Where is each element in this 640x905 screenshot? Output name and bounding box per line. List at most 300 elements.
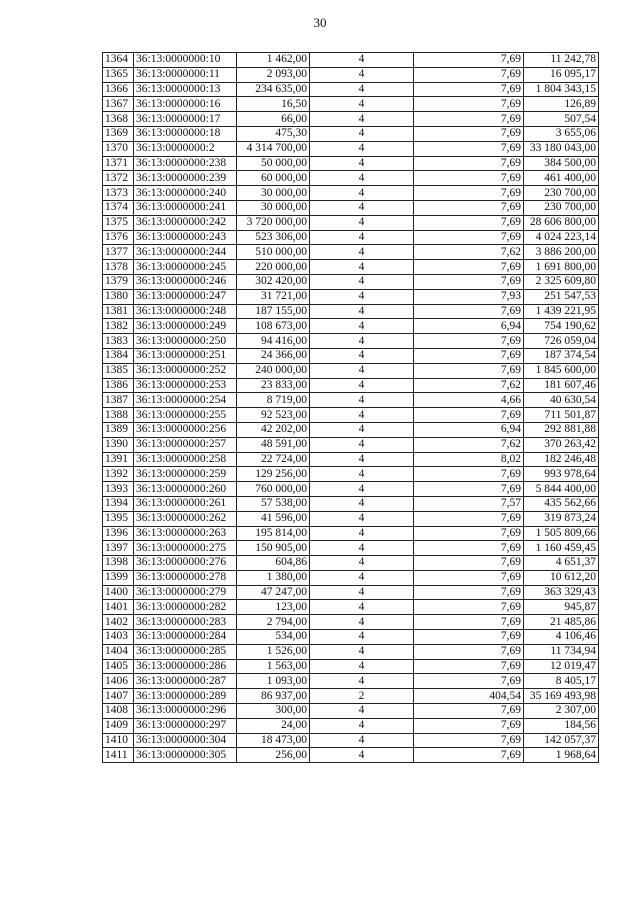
table-row <box>103 363 599 378</box>
area-value-cell: 16,50 <box>237 97 310 112</box>
rate-value-cell: 7,69 <box>414 585 524 600</box>
cadastral-number-cell: 36:13:0000000:257 <box>134 437 237 452</box>
table-row <box>103 171 599 186</box>
category-code-cell: 4 <box>310 718 414 733</box>
category-code-cell: 4 <box>310 437 414 452</box>
rate-value-cell: 7,69 <box>414 82 524 97</box>
table-row <box>103 482 599 497</box>
row-number-cell: 1384 <box>103 348 134 363</box>
cadastral-number-cell: 36:13:0000000:246 <box>134 274 237 289</box>
area-value-cell: 22 724,00 <box>237 452 310 467</box>
cadastral-number-cell: 36:13:0000000:249 <box>134 319 237 334</box>
cadastral-number-cell: 36:13:0000000:17 <box>134 112 237 127</box>
cadastral-value-cell: 187 374,54 <box>524 348 599 363</box>
rate-value-cell: 7,69 <box>414 408 524 423</box>
table-row <box>103 733 599 748</box>
rate-value-cell: 6,94 <box>414 422 524 437</box>
table-row <box>103 674 599 689</box>
area-value-cell: 1 380,00 <box>237 570 310 585</box>
table-row <box>103 408 599 423</box>
cadastral-number-cell: 36:13:0000000:278 <box>134 570 237 585</box>
table-row <box>103 585 599 600</box>
area-value-cell: 24,00 <box>237 718 310 733</box>
rate-value-cell: 4,66 <box>414 393 524 408</box>
category-code-cell: 4 <box>310 304 414 319</box>
table-row <box>103 245 599 260</box>
row-number-cell: 1406 <box>103 674 134 689</box>
area-value-cell: 48 591,00 <box>237 437 310 452</box>
table-row <box>103 156 599 171</box>
table-body <box>103 53 599 763</box>
cadastral-number-cell: 36:13:0000000:245 <box>134 260 237 275</box>
cadastral-value-cell: 292 881,88 <box>524 422 599 437</box>
rate-value-cell: 7,69 <box>414 215 524 230</box>
table-row <box>103 600 599 615</box>
rate-value-cell: 7,69 <box>414 156 524 171</box>
rate-value-cell: 8,02 <box>414 452 524 467</box>
rate-value-cell: 6,94 <box>414 319 524 334</box>
row-number-cell: 1408 <box>103 704 134 719</box>
cadastral-number-cell: 36:13:0000000:305 <box>134 748 237 763</box>
area-value-cell: 108 673,00 <box>237 319 310 334</box>
cadastral-number-cell: 36:13:0000000:16 <box>134 97 237 112</box>
area-value-cell: 129 256,00 <box>237 467 310 482</box>
cadastral-number-cell: 36:13:0000000:250 <box>134 334 237 349</box>
cadastral-value-cell: 184,56 <box>524 718 599 733</box>
cadastral-value-cell: 126,89 <box>524 97 599 112</box>
area-value-cell: 234 635,00 <box>237 82 310 97</box>
cadastral-value-cell: 1 160 459,45 <box>524 541 599 556</box>
category-code-cell: 4 <box>310 378 414 393</box>
rate-value-cell: 7,69 <box>414 186 524 201</box>
category-code-cell: 4 <box>310 245 414 260</box>
cadastral-value-cell: 16 095,17 <box>524 67 599 82</box>
area-value-cell: 1 526,00 <box>237 644 310 659</box>
table-row <box>103 615 599 630</box>
cadastral-number-cell: 36:13:0000000:297 <box>134 718 237 733</box>
cadastral-number-cell: 36:13:0000000:279 <box>134 585 237 600</box>
area-value-cell: 94 416,00 <box>237 334 310 349</box>
table-row <box>103 556 599 571</box>
category-code-cell: 4 <box>310 422 414 437</box>
row-number-cell: 1380 <box>103 289 134 304</box>
rate-value-cell: 7,69 <box>414 541 524 556</box>
rate-value-cell: 7,69 <box>414 556 524 571</box>
row-number-cell: 1375 <box>103 215 134 230</box>
cadastral-value-cell: 1 804 343,15 <box>524 82 599 97</box>
rate-value-cell: 404,54 <box>414 689 524 704</box>
category-code-cell: 4 <box>310 748 414 763</box>
category-code-cell: 4 <box>310 186 414 201</box>
cadastral-number-cell: 36:13:0000000:244 <box>134 245 237 260</box>
category-code-cell: 4 <box>310 393 414 408</box>
cadastral-number-cell: 36:13:0000000:304 <box>134 733 237 748</box>
cadastral-value-cell: 435 562,66 <box>524 496 599 511</box>
area-value-cell: 760 000,00 <box>237 482 310 497</box>
cadastral-value-table <box>102 52 599 763</box>
category-code-cell: 4 <box>310 141 414 156</box>
row-number-cell: 1364 <box>103 53 134 68</box>
cadastral-value-cell: 754 190,62 <box>524 319 599 334</box>
table-row <box>103 274 599 289</box>
category-code-cell: 4 <box>310 659 414 674</box>
cadastral-number-cell: 36:13:0000000:260 <box>134 482 237 497</box>
row-number-cell: 1374 <box>103 200 134 215</box>
rate-value-cell: 7,69 <box>414 630 524 645</box>
rate-value-cell: 7,69 <box>414 644 524 659</box>
table-row <box>103 644 599 659</box>
row-number-cell: 1383 <box>103 334 134 349</box>
area-value-cell: 2 093,00 <box>237 67 310 82</box>
cadastral-number-cell: 36:13:0000000:251 <box>134 348 237 363</box>
table-row <box>103 704 599 719</box>
cadastral-number-cell: 36:13:0000000:284 <box>134 630 237 645</box>
category-code-cell: 4 <box>310 319 414 334</box>
category-code-cell: 4 <box>310 67 414 82</box>
rate-value-cell: 7,69 <box>414 141 524 156</box>
rate-value-cell: 7,69 <box>414 334 524 349</box>
cadastral-number-cell: 36:13:0000000:283 <box>134 615 237 630</box>
category-code-cell: 4 <box>310 126 414 141</box>
cadastral-value-cell: 1 691 800,00 <box>524 260 599 275</box>
rate-value-cell: 7,69 <box>414 274 524 289</box>
table-row <box>103 97 599 112</box>
row-number-cell: 1377 <box>103 245 134 260</box>
cadastral-number-cell: 36:13:0000000:296 <box>134 704 237 719</box>
table-row <box>103 422 599 437</box>
row-number-cell: 1393 <box>103 482 134 497</box>
cadastral-value-cell: 2 307,00 <box>524 704 599 719</box>
category-code-cell: 4 <box>310 200 414 215</box>
table-row <box>103 260 599 275</box>
cadastral-value-cell: 3 886 200,00 <box>524 245 599 260</box>
rate-value-cell: 7,69 <box>414 674 524 689</box>
cadastral-value-cell: 8 405,17 <box>524 674 599 689</box>
category-code-cell: 4 <box>310 541 414 556</box>
category-code-cell: 4 <box>310 496 414 511</box>
table-row <box>103 748 599 763</box>
category-code-cell: 4 <box>310 348 414 363</box>
page-number: 30 <box>313 15 327 30</box>
area-value-cell: 50 000,00 <box>237 156 310 171</box>
table-row <box>103 718 599 733</box>
rate-value-cell: 7,69 <box>414 112 524 127</box>
row-number-cell: 1407 <box>103 689 134 704</box>
cadastral-number-cell: 36:13:0000000:275 <box>134 541 237 556</box>
cadastral-number-cell: 36:13:0000000:258 <box>134 452 237 467</box>
table-row <box>103 215 599 230</box>
cadastral-number-cell: 36:13:0000000:263 <box>134 526 237 541</box>
rate-value-cell: 7,69 <box>414 53 524 68</box>
area-value-cell: 31 721,00 <box>237 289 310 304</box>
category-code-cell: 4 <box>310 644 414 659</box>
rate-value-cell: 7,69 <box>414 126 524 141</box>
area-value-cell: 150 905,00 <box>237 541 310 556</box>
rate-value-cell: 7,69 <box>414 67 524 82</box>
table-row <box>103 186 599 201</box>
cadastral-value-cell: 40 630,54 <box>524 393 599 408</box>
row-number-cell: 1379 <box>103 274 134 289</box>
cadastral-value-cell: 33 180 043,00 <box>524 141 599 156</box>
cadastral-number-cell: 36:13:0000000:18 <box>134 126 237 141</box>
row-number-cell: 1388 <box>103 408 134 423</box>
rate-value-cell: 7,69 <box>414 748 524 763</box>
category-code-cell: 4 <box>310 408 414 423</box>
category-code-cell: 4 <box>310 570 414 585</box>
row-number-cell: 1396 <box>103 526 134 541</box>
cadastral-value-cell: 251 547,53 <box>524 289 599 304</box>
rate-value-cell: 7,69 <box>414 526 524 541</box>
category-code-cell: 4 <box>310 82 414 97</box>
table-row <box>103 230 599 245</box>
table-row <box>103 689 599 704</box>
category-code-cell: 4 <box>310 733 414 748</box>
rate-value-cell: 7,57 <box>414 496 524 511</box>
table-row <box>103 526 599 541</box>
cadastral-value-cell: 10 612,20 <box>524 570 599 585</box>
row-number-cell: 1387 <box>103 393 134 408</box>
cadastral-number-cell: 36:13:0000000:13 <box>134 82 237 97</box>
rate-value-cell: 7,69 <box>414 467 524 482</box>
area-value-cell: 1 462,00 <box>237 53 310 68</box>
area-value-cell: 57 538,00 <box>237 496 310 511</box>
table-row <box>103 82 599 97</box>
rate-value-cell: 7,69 <box>414 260 524 275</box>
area-value-cell: 8 719,00 <box>237 393 310 408</box>
area-value-cell: 86 937,00 <box>237 689 310 704</box>
cadastral-value-cell: 2 325 609,80 <box>524 274 599 289</box>
cadastral-number-cell: 36:13:0000000:248 <box>134 304 237 319</box>
category-code-cell: 4 <box>310 482 414 497</box>
table-row <box>103 393 599 408</box>
cadastral-number-cell: 36:13:0000000:243 <box>134 230 237 245</box>
category-code-cell: 4 <box>310 615 414 630</box>
row-number-cell: 1395 <box>103 511 134 526</box>
row-number-cell: 1367 <box>103 97 134 112</box>
row-number-cell: 1404 <box>103 644 134 659</box>
row-number-cell: 1378 <box>103 260 134 275</box>
cadastral-number-cell: 36:13:0000000:10 <box>134 53 237 68</box>
cadastral-value-cell: 11 242,78 <box>524 53 599 68</box>
row-number-cell: 1382 <box>103 319 134 334</box>
row-number-cell: 1398 <box>103 556 134 571</box>
area-value-cell: 2 794,00 <box>237 615 310 630</box>
category-code-cell: 4 <box>310 452 414 467</box>
row-number-cell: 1399 <box>103 570 134 585</box>
rate-value-cell: 7,69 <box>414 659 524 674</box>
area-value-cell: 66,00 <box>237 112 310 127</box>
category-code-cell: 4 <box>310 215 414 230</box>
area-value-cell: 604,86 <box>237 556 310 571</box>
area-value-cell: 220 000,00 <box>237 260 310 275</box>
area-value-cell: 30 000,00 <box>237 186 310 201</box>
rate-value-cell: 7,69 <box>414 348 524 363</box>
cadastral-value-cell: 3 655,06 <box>524 126 599 141</box>
table-row <box>103 141 599 156</box>
category-code-cell: 4 <box>310 289 414 304</box>
cadastral-value-cell: 4 024 223,14 <box>524 230 599 245</box>
rate-value-cell: 7,69 <box>414 304 524 319</box>
rate-value-cell: 7,93 <box>414 289 524 304</box>
table-row <box>103 304 599 319</box>
table-row <box>103 630 599 645</box>
row-number-cell: 1386 <box>103 378 134 393</box>
cadastral-value-cell: 21 485,86 <box>524 615 599 630</box>
cadastral-number-cell: 36:13:0000000:286 <box>134 659 237 674</box>
area-value-cell: 3 720 000,00 <box>237 215 310 230</box>
cadastral-value-cell: 945,87 <box>524 600 599 615</box>
area-value-cell: 47 247,00 <box>237 585 310 600</box>
row-number-cell: 1410 <box>103 733 134 748</box>
area-value-cell: 92 523,00 <box>237 408 310 423</box>
area-value-cell: 195 814,00 <box>237 526 310 541</box>
cadastral-value-cell: 1 845 600,00 <box>524 363 599 378</box>
row-number-cell: 1369 <box>103 126 134 141</box>
cadastral-number-cell: 36:13:0000000:256 <box>134 422 237 437</box>
cadastral-number-cell: 36:13:0000000:242 <box>134 215 237 230</box>
area-value-cell: 240 000,00 <box>237 363 310 378</box>
cadastral-number-cell: 36:13:0000000:254 <box>134 393 237 408</box>
table-row <box>103 348 599 363</box>
rate-value-cell: 7,69 <box>414 615 524 630</box>
area-value-cell: 300,00 <box>237 704 310 719</box>
table-row <box>103 437 599 452</box>
row-number-cell: 1385 <box>103 363 134 378</box>
row-number-cell: 1402 <box>103 615 134 630</box>
row-number-cell: 1409 <box>103 718 134 733</box>
row-number-cell: 1391 <box>103 452 134 467</box>
table-row <box>103 496 599 511</box>
cadastral-value-cell: 35 169 493,98 <box>524 689 599 704</box>
table-row <box>103 53 599 68</box>
table-row <box>103 511 599 526</box>
category-code-cell: 4 <box>310 704 414 719</box>
table-row <box>103 541 599 556</box>
cadastral-value-cell: 182 246,48 <box>524 452 599 467</box>
rate-value-cell: 7,62 <box>414 437 524 452</box>
rate-value-cell: 7,62 <box>414 245 524 260</box>
cadastral-number-cell: 36:13:0000000:239 <box>134 171 237 186</box>
row-number-cell: 1394 <box>103 496 134 511</box>
category-code-cell: 4 <box>310 274 414 289</box>
category-code-cell: 4 <box>310 363 414 378</box>
area-value-cell: 18 473,00 <box>237 733 310 748</box>
table-row <box>103 378 599 393</box>
row-number-cell: 1400 <box>103 585 134 600</box>
cadastral-number-cell: 36:13:0000000:282 <box>134 600 237 615</box>
area-value-cell: 24 366,00 <box>237 348 310 363</box>
cadastral-value-cell: 28 606 800,00 <box>524 215 599 230</box>
row-number-cell: 1368 <box>103 112 134 127</box>
cadastral-value-cell: 384 500,00 <box>524 156 599 171</box>
rate-value-cell: 7,69 <box>414 718 524 733</box>
table-row <box>103 570 599 585</box>
area-value-cell: 30 000,00 <box>237 200 310 215</box>
area-value-cell: 23 833,00 <box>237 378 310 393</box>
area-value-cell: 1 563,00 <box>237 659 310 674</box>
cadastral-number-cell: 36:13:0000000:276 <box>134 556 237 571</box>
cadastral-value-cell: 230 700,00 <box>524 200 599 215</box>
row-number-cell: 1389 <box>103 422 134 437</box>
cadastral-number-cell: 36:13:0000000:259 <box>134 467 237 482</box>
category-code-cell: 4 <box>310 630 414 645</box>
cadastral-value-cell: 1 505 809,66 <box>524 526 599 541</box>
cadastral-value-cell: 12 019,47 <box>524 659 599 674</box>
row-number-cell: 1366 <box>103 82 134 97</box>
cadastral-number-cell: 36:13:0000000:261 <box>134 496 237 511</box>
table-row <box>103 319 599 334</box>
category-code-cell: 4 <box>310 600 414 615</box>
cadastral-value-cell: 230 700,00 <box>524 186 599 201</box>
rate-value-cell: 7,69 <box>414 97 524 112</box>
category-code-cell: 4 <box>310 156 414 171</box>
cadastral-value-cell: 4 106,46 <box>524 630 599 645</box>
row-number-cell: 1390 <box>103 437 134 452</box>
cadastral-value-cell: 1 968,64 <box>524 748 599 763</box>
row-number-cell: 1397 <box>103 541 134 556</box>
rate-value-cell: 7,69 <box>414 733 524 748</box>
cadastral-value-cell: 319 873,24 <box>524 511 599 526</box>
category-code-cell: 4 <box>310 526 414 541</box>
rate-value-cell: 7,69 <box>414 171 524 186</box>
rate-value-cell: 7,69 <box>414 511 524 526</box>
cadastral-value-cell: 711 501,87 <box>524 408 599 423</box>
table-row <box>103 334 599 349</box>
area-value-cell: 1 093,00 <box>237 674 310 689</box>
table-row <box>103 112 599 127</box>
row-number-cell: 1365 <box>103 67 134 82</box>
cadastral-value-cell: 507,54 <box>524 112 599 127</box>
cadastral-value-cell: 370 263,42 <box>524 437 599 452</box>
category-code-cell: 4 <box>310 556 414 571</box>
cadastral-number-cell: 36:13:0000000:262 <box>134 511 237 526</box>
area-value-cell: 534,00 <box>237 630 310 645</box>
table-row <box>103 467 599 482</box>
row-number-cell: 1405 <box>103 659 134 674</box>
area-value-cell: 60 000,00 <box>237 171 310 186</box>
cadastral-number-cell: 36:13:0000000:252 <box>134 363 237 378</box>
area-value-cell: 510 000,00 <box>237 245 310 260</box>
row-number-cell: 1392 <box>103 467 134 482</box>
cadastral-value-cell: 726 059,04 <box>524 334 599 349</box>
row-number-cell: 1370 <box>103 141 134 156</box>
cadastral-value-cell: 363 329,43 <box>524 585 599 600</box>
table-row <box>103 126 599 141</box>
row-number-cell: 1376 <box>103 230 134 245</box>
category-code-cell: 4 <box>310 334 414 349</box>
area-value-cell: 302 420,00 <box>237 274 310 289</box>
rate-value-cell: 7,69 <box>414 704 524 719</box>
cadastral-number-cell: 36:13:0000000:238 <box>134 156 237 171</box>
rate-value-cell: 7,69 <box>414 570 524 585</box>
area-value-cell: 256,00 <box>237 748 310 763</box>
area-value-cell: 523 306,00 <box>237 230 310 245</box>
table-row <box>103 67 599 82</box>
cadastral-value-cell: 1 439 221,95 <box>524 304 599 319</box>
cadastral-number-cell: 36:13:0000000:285 <box>134 644 237 659</box>
cadastral-number-cell: 36:13:0000000:255 <box>134 408 237 423</box>
area-value-cell: 187 155,00 <box>237 304 310 319</box>
cadastral-number-cell: 36:13:0000000:287 <box>134 674 237 689</box>
category-code-cell: 4 <box>310 53 414 68</box>
cadastral-number-cell: 36:13:0000000:2 <box>134 141 237 156</box>
category-code-cell: 4 <box>310 171 414 186</box>
area-value-cell: 41 596,00 <box>237 511 310 526</box>
row-number-cell: 1372 <box>103 171 134 186</box>
area-value-cell: 42 202,00 <box>237 422 310 437</box>
cadastral-value-cell: 461 400,00 <box>524 171 599 186</box>
category-code-cell: 4 <box>310 511 414 526</box>
